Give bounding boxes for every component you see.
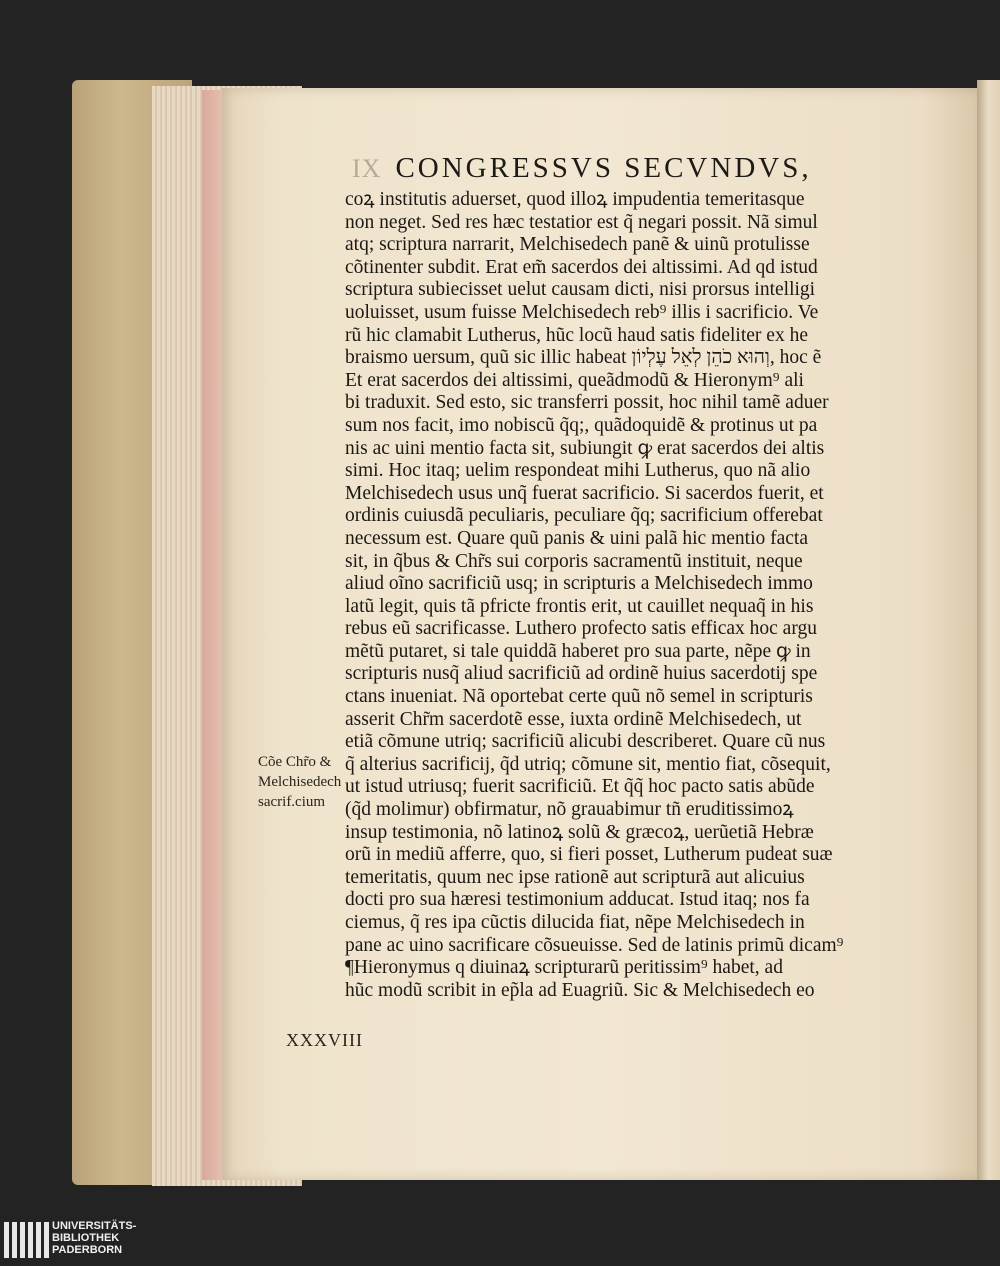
- text-line: sum nos facit, imo nobiscũ q̃q;, quãdoquidẽ & protinus ut pa: [345, 414, 818, 436]
- body-text: [345, 189, 910, 1002]
- text-line: non neget. Sed res hæc testatior est q̃ negari possit. Nã simul: [345, 211, 818, 233]
- text-line: ¶Hieronymus q diuinaꝝ scripturarũ peritissim⁹ habet, ad: [345, 957, 783, 979]
- text-line: simi. Hoc itaq; uelim respondeat mihi Lutherus, quo nã alio: [345, 460, 811, 482]
- text-line: hũc modũ scribit in ep̃la ad Euagriũ. Sic & Melchisedech eo: [345, 979, 815, 1001]
- text-line: uoluisset, usum fuisse Melchisedech reb⁹ illis i sacrificio. Ve: [345, 301, 819, 323]
- text-line: nis ac uini mentio facta sit, subiungit ꝙ erat sacerdos dei altis: [345, 437, 825, 459]
- text-line: orũ in mediũ afferre, quo, si fieri posset, Lutherum pudeat suæ: [345, 844, 833, 866]
- text-line: braismo uersum, quũ sic illic habeat וְהוּא כֹהֵן לְאֵל עֶלְיוֹן, hoc ẽ: [345, 347, 822, 369]
- text-line: ctans inueniat. Nã oportebat certe quũ nõ semel in scripturis: [345, 686, 813, 708]
- logo-text-line: PADERBORN: [52, 1244, 123, 1256]
- text-line: (q̃d molimur) obfirmatur, nõ grauabimur tñ eruditissimoꝝ: [345, 799, 794, 821]
- text-line: insup testimonia, nõ latinoꝝ solũ & græcoꝝ, uerũetiã Hebræ: [345, 821, 814, 843]
- text-line: rũ hic clamabit Lutherus, hũc locũ haud satis fideliter ex he: [345, 324, 808, 346]
- text-line: ciemus, q̃ res ipa cũctis dilucida fiat, nẽpe Melchisedech in: [345, 912, 805, 933]
- text-line: aliud oĩno sacrificiũ usq; in scripturis a Melchisedech immo: [345, 573, 813, 595]
- text-line: sit, in q̃bus & Chr̃s sui corporis sacramentũ instituit, neque: [345, 550, 803, 572]
- marginal-note: [258, 752, 373, 812]
- running-number: IX: [352, 154, 382, 183]
- text-line: asserit Chr̃m sacerdotẽ esse, iuxta ordinẽ Melchisedech, ut: [345, 708, 802, 730]
- running-title: CONGRESSVS SECVNDVS,: [395, 152, 812, 184]
- marginal-note-line: Melchisedech: [258, 774, 342, 790]
- library-logo-text: [52, 1220, 136, 1256]
- text-line: scriptura subiecisset uelut causam dicti, nisi prorsus intelligi: [345, 279, 816, 301]
- text-line: etiã cõmune utriq; sacrificiũ alicubi describeret. Quare cũ nus: [345, 731, 826, 753]
- text-line: ut istud utriusq; fuerit sacrificiũ. Et q̃q̃ hoc pacto satis abũde: [345, 776, 815, 798]
- library-logo-icon: [4, 1222, 49, 1258]
- text-line: necessum est. Quare quũ panis & uini palã hic mentio facta: [345, 527, 808, 549]
- text-line: cõtinenter subdit. Erat em̃ sacerdos dei altissimi. Ad qd istud: [345, 256, 818, 278]
- right-page-edge: [977, 80, 1000, 1180]
- text-line: atq; scriptura narrarit, Melchisedech panẽ & uinũ protulisse: [345, 234, 810, 256]
- text-line: q̃ alterius sacrificij, q̃d utriq; cõmune sit, mentio fiat, cõsequit,: [345, 753, 831, 775]
- marginal-note-line: sacrif.cium: [258, 794, 326, 810]
- text-line: latũ legit, quis tã pfricte frontis erit, ut cauillet nequaq̃ in his: [345, 595, 814, 617]
- text-line: rebus eũ sacrificasse. Luthero profecto satis efficax hoc argu: [345, 618, 817, 640]
- text-line: docti pro sua hæresi testimonium adducat. Istud itaq; nos fa: [345, 889, 810, 911]
- library-footer: [0, 1216, 1000, 1266]
- text-line: scripturis nusq̃ aliud sacrificiũ ad ordinẽ huius sacerdotij spe: [345, 663, 818, 685]
- text-line: ordinis cuiusdã peculiaris, peculiare q̃q; sacrificium offerebat: [345, 505, 823, 527]
- signature-mark: XXXVIII: [286, 1030, 363, 1050]
- text-line: bi traduxit. Sed esto, sic transferri possit, hoc nihil tamẽ aduer: [345, 392, 829, 414]
- text-line: coꝝ institutis aduerset, quod illoꝝ impudentia temeritasque: [345, 189, 805, 210]
- text-line: Melchisedech usus unq̃ fuerat sacrificio. Si sacerdos fuerit, et: [345, 482, 824, 504]
- marginal-note-line: Cõe Chr̃o &: [258, 754, 332, 770]
- text-line: pane ac uino sacrificare cõsueuisse. Sed de latinis primũ dicam⁹: [345, 934, 844, 956]
- text-line: Et erat sacerdos dei altissimi, queãdmodũ & Hieronym⁹ ali: [345, 369, 804, 391]
- text-line: temeritatis, quum nec ipse rationẽ aut scripturã aut alicuius: [345, 866, 805, 888]
- logo-text-line: UNIVERSITÄTS-: [52, 1220, 137, 1232]
- page-heading: [352, 152, 832, 192]
- logo-text-line: BIBLIOTHEK: [52, 1232, 120, 1244]
- text-line: mẽtũ putaret, si tale quiddã haberet pro sua parte, nẽpe ꝙ in: [345, 640, 811, 662]
